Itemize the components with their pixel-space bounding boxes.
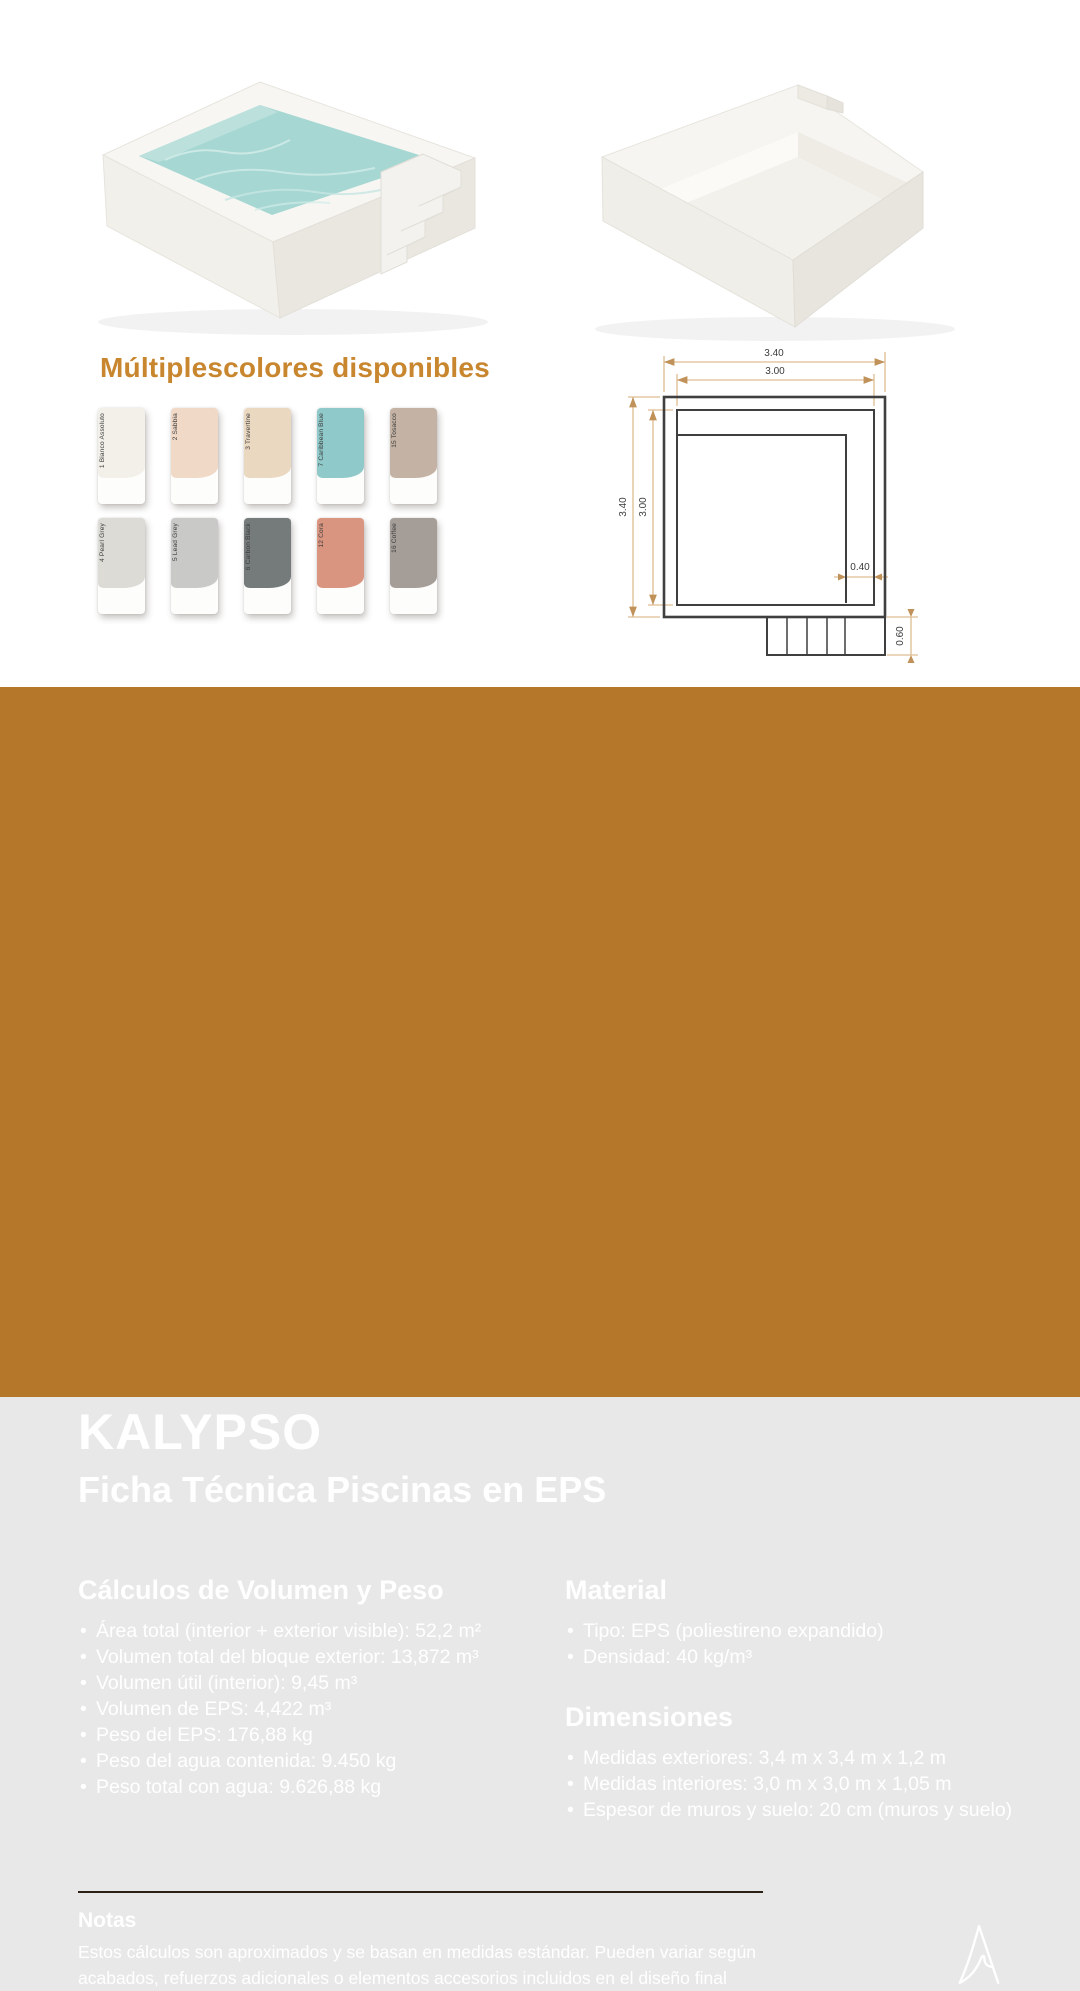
- color-swatch: [390, 408, 437, 504]
- list-item-text: Medidas interiores: 3,0 m x 3,0 m x 1,05 m: [583, 1773, 952, 1795]
- list-item: [78, 1644, 556, 1670]
- list-item: [78, 1618, 556, 1644]
- list-item-text: Medidas exteriores: 3,4 m x 3,4 m x 1,2 m: [583, 1747, 947, 1769]
- dim-wall-offset: 0.40: [850, 562, 870, 573]
- color-swatch: [317, 518, 364, 614]
- page-subtitle: Ficha Técnica Piscinas en EPS: [78, 1469, 607, 1510]
- list-item-text: Volumen total del bloque exterior: 13,872 m³: [96, 1646, 479, 1668]
- info-band: [0, 687, 1080, 1988]
- pool-render-empty: [580, 55, 1020, 345]
- swatch-label: 15 Tosacco: [391, 413, 398, 448]
- swatch-label: 3 Travertine: [245, 413, 252, 450]
- swatch-label: 2 Sabbia: [172, 413, 179, 441]
- volume-weight-section: [78, 1575, 556, 1800]
- notes-section: [78, 1909, 778, 1991]
- color-swatch: [244, 408, 291, 504]
- list-item-text: Volumen útil (interior): 9,45 m³: [96, 1672, 358, 1694]
- dimension-drawing: [600, 340, 1040, 670]
- list-item: [565, 1771, 1025, 1797]
- bullet-dot: •: [567, 1799, 574, 1821]
- list-item: [565, 1618, 1025, 1644]
- dim-inner-height: 3.00: [638, 497, 649, 517]
- bullet-dot: •: [567, 1747, 574, 1769]
- material-list: [565, 1618, 1025, 1670]
- dimensions-heading: Dimensiones: [565, 1702, 734, 1732]
- product-title: KALYPSO: [78, 1404, 323, 1460]
- pool-render-with-water: [75, 50, 505, 340]
- list-item: [78, 1748, 556, 1774]
- color-swatch: [390, 518, 437, 614]
- color-swatch: [98, 518, 145, 614]
- list-item-text: Espesor de muros y suelo: 20 cm (muros y suelo): [583, 1799, 1013, 1821]
- notes-heading: Notas: [78, 1909, 137, 1932]
- bullet-dot: •: [80, 1620, 87, 1642]
- list-item: [78, 1696, 556, 1722]
- bullet-dot: •: [80, 1698, 87, 1720]
- list-item: [78, 1774, 556, 1800]
- color-swatch: [171, 518, 218, 614]
- list-item: [565, 1644, 1025, 1670]
- list-item-text: Tipo: EPS (poliestireno expandido): [583, 1620, 884, 1642]
- dim-outer-height: 3.40: [618, 497, 629, 517]
- volume-weight-heading: Cálculos de Volumen y Peso: [78, 1575, 444, 1605]
- swatch-label: 1 Bianco Assoluto: [99, 413, 106, 469]
- swatch-label: 4 Pearl Grey: [99, 523, 106, 562]
- swatch-label: 16 Coffee: [391, 523, 398, 553]
- swatch-label: 5 Lead Grey: [172, 523, 179, 561]
- bullet-dot: •: [567, 1646, 574, 1668]
- list-item: [78, 1722, 556, 1748]
- list-item: [78, 1670, 556, 1696]
- list-item-text: Peso total con agua: 9.626,88 kg: [96, 1776, 382, 1798]
- list-item-text: Peso del agua contenida: 9.450 kg: [96, 1750, 397, 1772]
- list-item: [565, 1797, 1025, 1823]
- dim-outer-width: 3.40: [764, 348, 784, 359]
- dimensions-list: [565, 1745, 1025, 1823]
- dim-stair-depth: 0.60: [895, 626, 906, 646]
- volume-weight-list: [78, 1618, 556, 1800]
- brand-logo-icon: [950, 1923, 1008, 1985]
- bullet-dot: •: [567, 1620, 574, 1642]
- swatch-label: 6 Carbon Black: [245, 523, 252, 571]
- colors-heading: Múltiplescolores disponibles: [100, 352, 490, 383]
- bullet-dot: •: [80, 1724, 87, 1746]
- list-item: [565, 1745, 1025, 1771]
- list-item-text: Densidad: 40 kg/m³: [583, 1646, 753, 1668]
- bullet-dot: •: [567, 1773, 574, 1795]
- notes-body: Estos cálculos son aproximados y se basan en medidas estándar. Pueden variar según acabados, refuerzos adicionales o elementos accesorios incluidos en el diseño final: [78, 1942, 757, 1988]
- color-swatch: [317, 408, 364, 504]
- bullet-dot: •: [80, 1672, 87, 1694]
- list-item-text: Volumen de EPS: 4,422 m³: [96, 1698, 332, 1720]
- bullet-dot: •: [80, 1750, 87, 1772]
- color-swatch: [244, 518, 291, 614]
- notes-divider: [78, 1891, 763, 1893]
- dim-inner-width: 3.00: [765, 366, 785, 377]
- material-heading: Material: [565, 1575, 668, 1605]
- color-swatch: [171, 408, 218, 504]
- list-item-text: Peso del EPS: 176,88 kg: [96, 1724, 313, 1746]
- swatch-label: 12 Cora: [318, 523, 325, 548]
- color-swatch-grid: [98, 408, 437, 614]
- color-swatch: [98, 408, 145, 504]
- list-item-text: Área total (interior + exterior visible): 52,2 m²: [96, 1620, 482, 1642]
- swatch-label: 7 Caribbean Blue: [318, 413, 325, 467]
- material-dimensions-section: [565, 1575, 1025, 1823]
- bullet-dot: •: [80, 1776, 87, 1798]
- bullet-dot: •: [80, 1646, 87, 1668]
